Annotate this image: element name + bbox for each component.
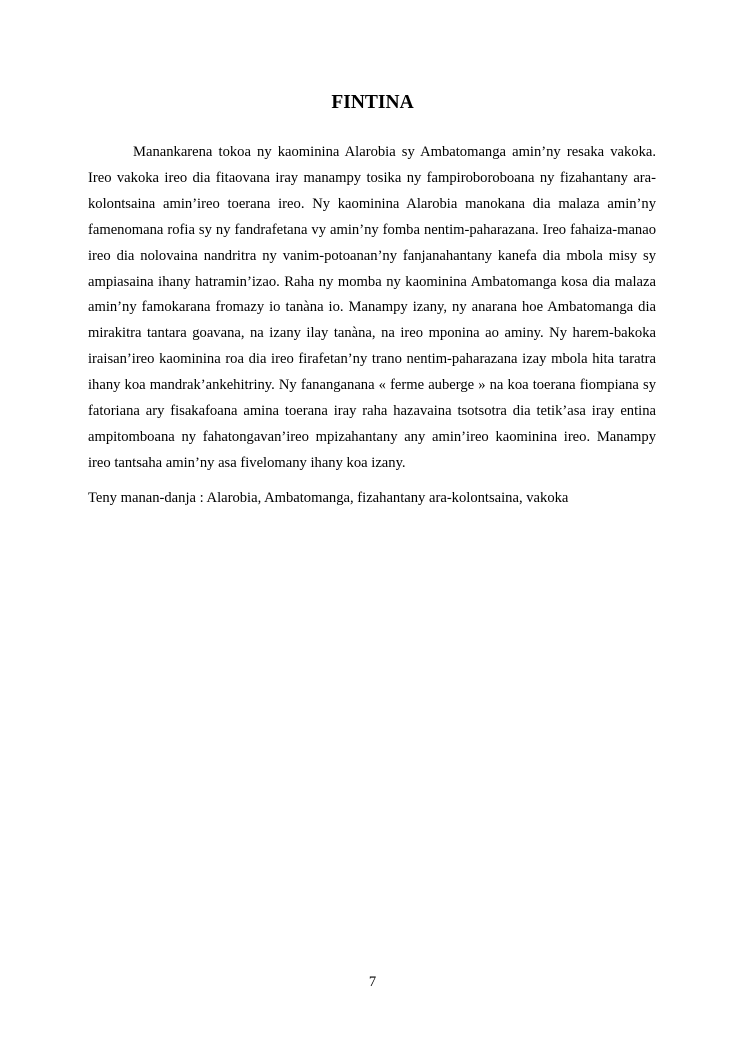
abstract-paragraph: Manankarena tokoa ny kaominina Alarobia sy Ambatomanga amin’ny resaka vakoka. Ireo vakoka ireo dia fitaovana iray manampy tosika ny fampiroboroboana ny fizahantany ara-kolontsaina amin’ireo toerana ireo. Ny kaominina Alarobia manokana dia malaza amin’ny famenomana rofia sy ny fandrafetana vy amin’ny fomba nentim-paharazana. Ireo fahaiza-manao ireo dia nolovaina nandritra ny vanim-potoanan’ny fanjanahantany kanefa dia mbola misy sy ampiasaina ihany hatramin’izao. Raha ny momba ny kaominina Ambatomanga kosa dia malaza amin’ny famokarana fromazy io tanàna io. Manampy izany, ny anarana hoe Ambatomanga dia mirakitra tantara goavana, na izany ilay tanàna, na ireo mponina ao aminy. Ny harem-bakoka iraisan’ireo kaominina roa dia ireo firafetan’ny trano nentim-paharazana izay mbola hita taratra ihany koa mandrak’ankehitriny. Ny fananganana « ferme auberge » na koa toerana fiompiana sy fatoriana ary fisakafoana amina toerana iray raha hazavaina tsotsotra dia tetik’asa iray entina ampitomboana ny fahatongavan’ireo mpizahantany any amin’ireo kaominina ireo. Manampy ireo tantsaha amin’ny asa fivelomany ihany koa izany. [88, 144, 656, 471]
page-title: FINTINA [331, 92, 414, 113]
page-number: 7 [368, 974, 377, 990]
keywords-line: Teny manan-danja : Alarobia, Ambatomanga, fizahantany ara-kolontsaina, vakoka [88, 490, 569, 506]
